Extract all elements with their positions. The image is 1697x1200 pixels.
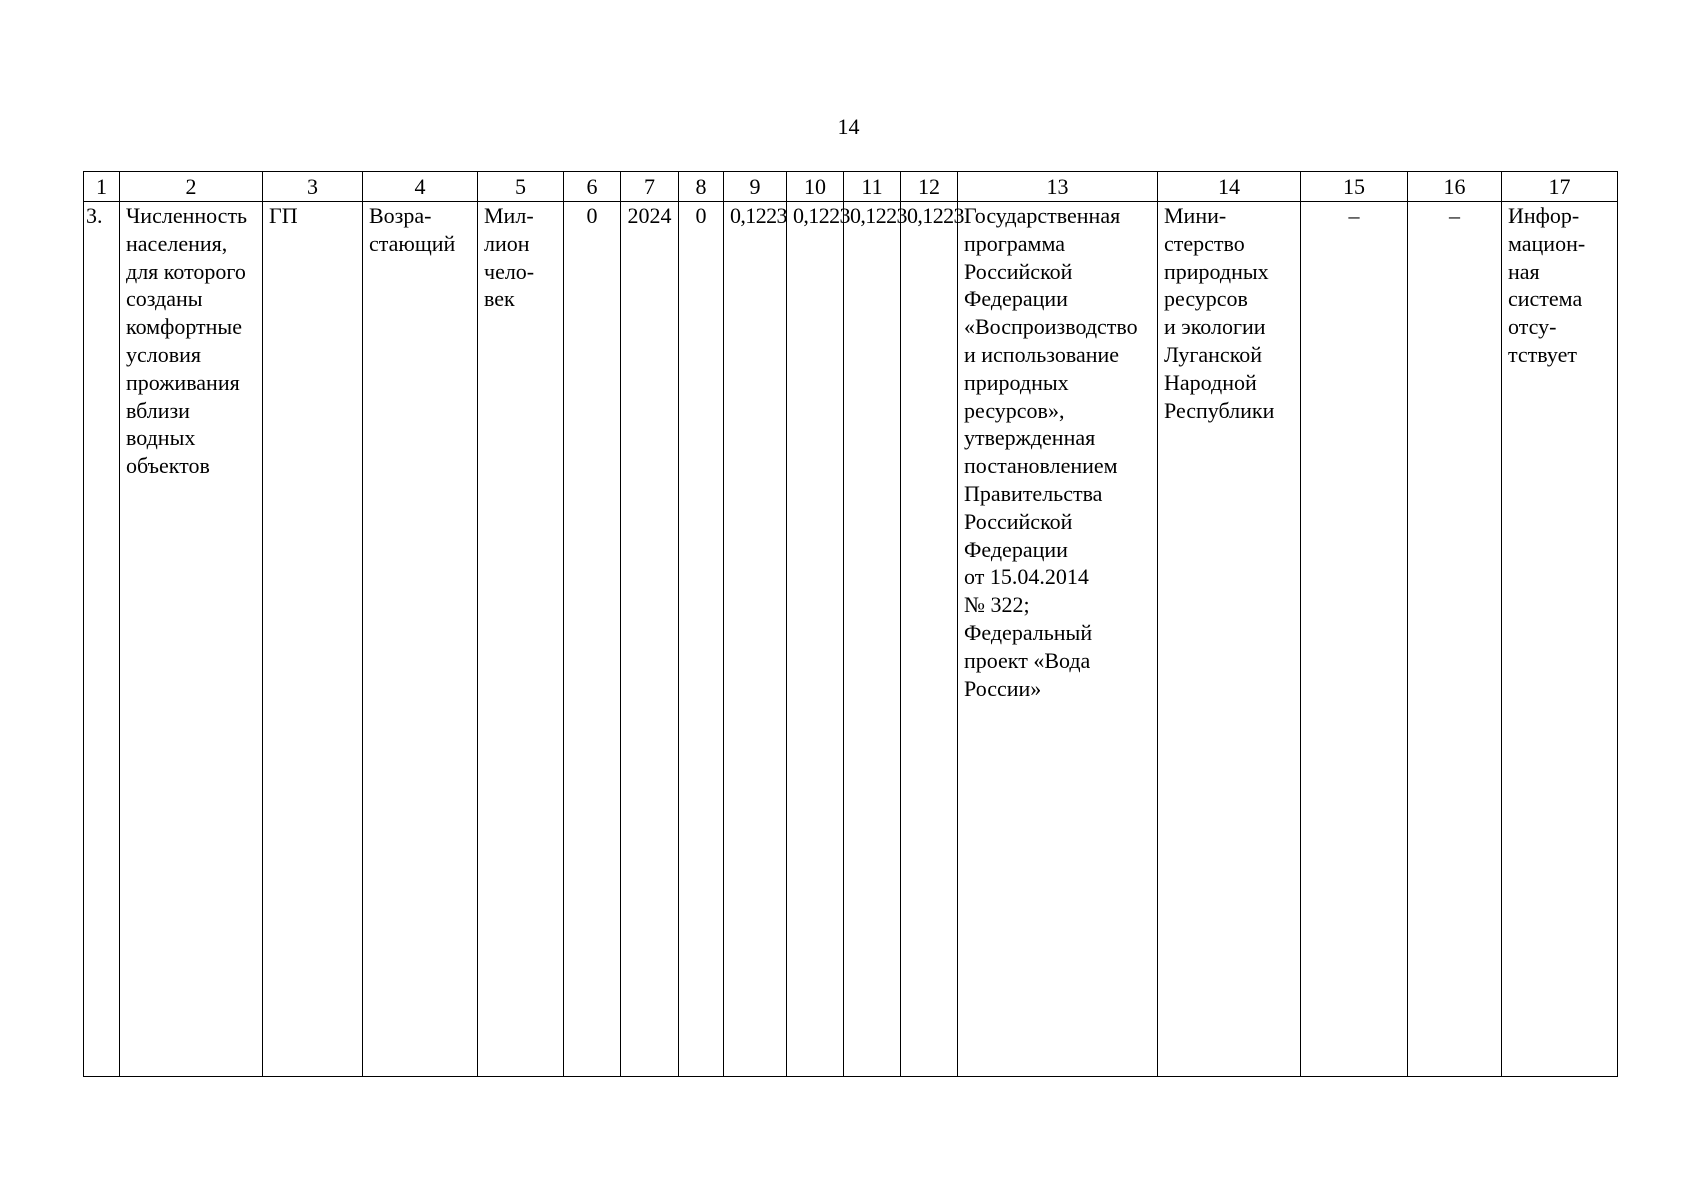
- value-12: 0,1223: [907, 203, 964, 228]
- column-16-value: –: [1449, 203, 1460, 228]
- trend-value: Возра- стающий: [369, 203, 456, 256]
- value-cell-9: [724, 202, 787, 1077]
- value-11: 0,1223: [850, 203, 907, 228]
- column-header: 15: [1301, 172, 1408, 202]
- column-15-cell: [1301, 202, 1408, 1077]
- column-header: 12: [901, 172, 958, 202]
- column-header: 8: [679, 172, 724, 202]
- indicator-table: [83, 171, 1618, 1077]
- value-8: 0: [695, 203, 707, 228]
- unit-cell: [478, 202, 564, 1077]
- table-row: [84, 202, 1618, 1077]
- column-16-cell: [1408, 202, 1502, 1077]
- responsible-cell: [1158, 202, 1301, 1077]
- indicator-name: Численность населения, для которого созданы комфортные условия проживания вблизи водных объектов: [126, 203, 248, 479]
- base-year-cell: [621, 202, 679, 1077]
- column-header: 2: [120, 172, 263, 202]
- info-system-cell: [1502, 202, 1618, 1077]
- level-cell: [263, 202, 363, 1077]
- column-header: 5: [478, 172, 564, 202]
- value-cell-12: [901, 202, 964, 1077]
- value-cell-11: [844, 202, 907, 1077]
- column-header: 17: [1502, 172, 1618, 202]
- column-header: 9: [724, 172, 787, 202]
- document-cell: [958, 202, 1158, 1077]
- column-header: 4: [363, 172, 478, 202]
- unit-value: Мил- лион чело- век: [484, 203, 535, 312]
- value-cell-10: [787, 202, 850, 1077]
- base-year: 2024: [627, 203, 672, 228]
- base-value-cell: [564, 202, 621, 1077]
- column-header: 10: [787, 172, 844, 202]
- column-15-value: –: [1348, 203, 1360, 228]
- level-value: ГП: [269, 203, 298, 228]
- column-header: 11: [844, 172, 901, 202]
- page-number: 14: [837, 114, 860, 139]
- value-10: 0,1223: [793, 203, 850, 228]
- header-row: [84, 172, 1618, 202]
- column-header: 3: [263, 172, 363, 202]
- column-header: 7: [621, 172, 679, 202]
- column-header: 1: [84, 172, 120, 202]
- column-header: 13: [958, 172, 1158, 202]
- column-header: 6: [564, 172, 621, 202]
- document-text: Государственная программа Российской Федерации «Воспроизводство и использование природных ресурсов», утвержденная постановлением Правительства Российской Федерации от 15.04.2014 № 322; Федеральный проект «Вода России»: [964, 203, 1138, 701]
- base-value: 0: [586, 203, 598, 228]
- trend-cell: [363, 202, 478, 1077]
- info-system-text: Инфор- мацион- ная система отсу- тствует: [1508, 203, 1586, 367]
- value-9: 0,1223: [730, 203, 787, 228]
- row-number: 3.: [86, 203, 103, 228]
- column-header: 16: [1408, 172, 1502, 202]
- indicator-cell: [120, 202, 263, 1077]
- responsible-text: Мини- стерство природных ресурсов и экологии Луганской Народной Республики: [1164, 203, 1275, 423]
- row-number-cell: [84, 202, 120, 1077]
- value-cell-8: [679, 202, 724, 1077]
- column-header: 14: [1158, 172, 1301, 202]
